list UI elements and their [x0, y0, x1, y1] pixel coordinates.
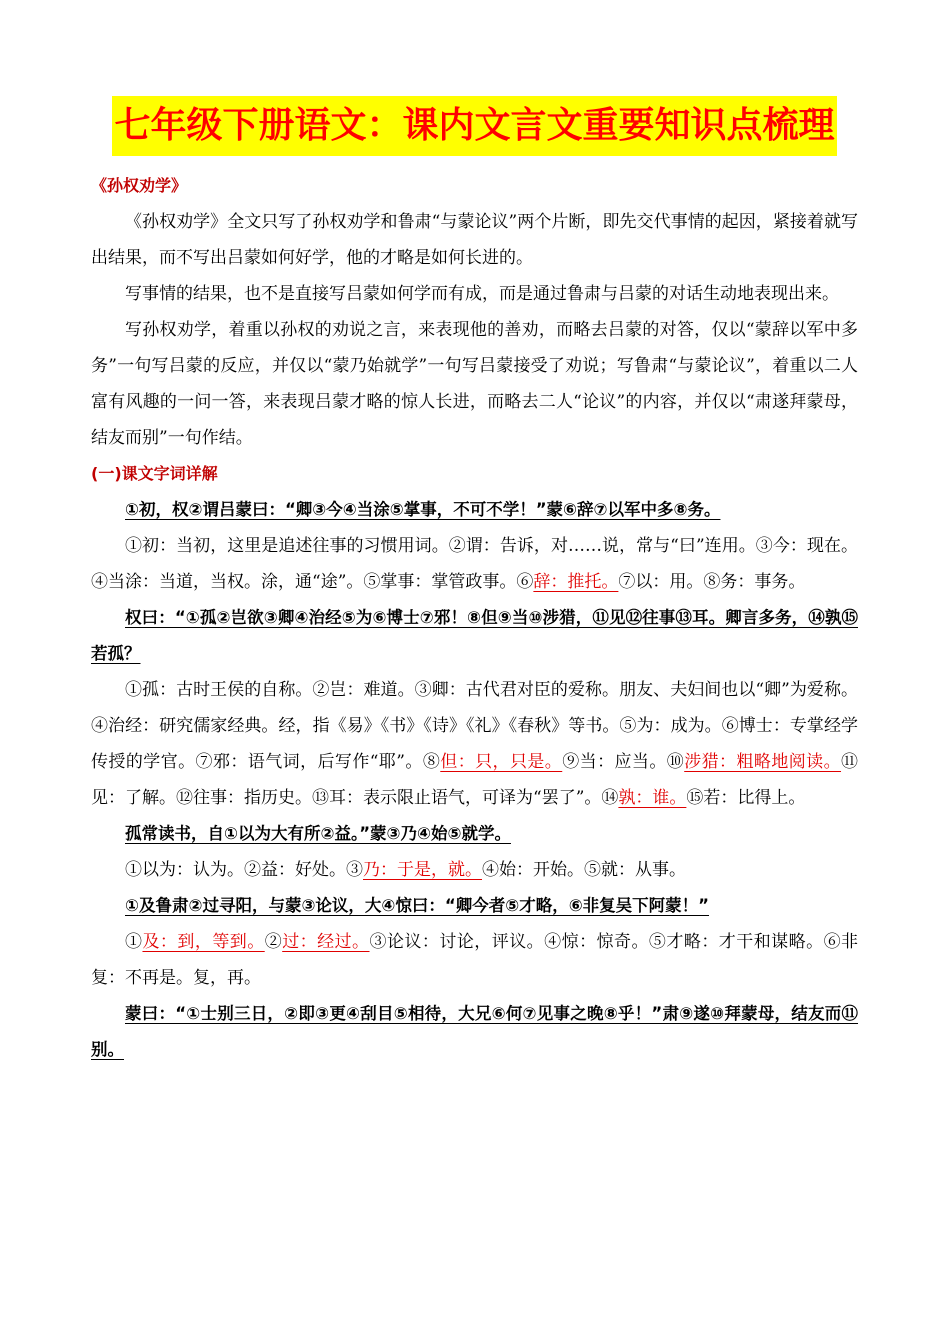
- note-run: ①初：当初，这里是追述往事的习惯用词。②谓：告诉，对……说，常与“曰”连用。③今：现在。④当涂：当道，当权。涂，通“途”。⑤掌事：掌管政事。⑥: [91, 536, 858, 592]
- note-run: ①孤：古时王侯的自称。②岂：难道。③卿：古代君对臣的爱称。朋友、夫妇间也以“卿”为爱称。④治经：研究儒家经典。经，指《易》《书》《诗》《礼》《春秋》等书。⑤为：成为。⑥博士：专掌经学传授的学官。⑦邪：语气词，后写作“耶”。⑧: [91, 680, 858, 772]
- note-run: ⑮若：比得上。: [686, 788, 806, 808]
- section-heading: (一)课文字词详解: [91, 464, 218, 483]
- note-run: ①以为：认为。②益：好处。③: [125, 860, 363, 880]
- note-run: ③论议：讨论，评议。④惊：惊奇。⑤才略：才干和谋略。⑥非复：不再是。复，再。: [91, 932, 859, 988]
- note-highlight: 及：到，等到。: [142, 932, 265, 952]
- note-highlight: 涉猎：粗略地阅读。: [684, 752, 842, 772]
- source-sentence-text: 孤常读书，自①以为大有所②益。”蒙③乃④始⑤就学。: [125, 824, 511, 843]
- note-highlight: 孰：谁。: [618, 788, 687, 808]
- source-sentence-2: [91, 600, 858, 672]
- notes-2: [91, 672, 858, 816]
- note-run: ⑪见：了解。⑫往事：指历史。⑬耳：表示限止语气，可译为“罢了”。⑭: [91, 752, 859, 808]
- source-sentence-1: [91, 492, 858, 528]
- source-sentence-text: ①初，权②谓吕蒙曰：“卿③今④当涂⑤掌事，不可不学！”蒙⑥辞⑦以军中多⑧务。: [125, 500, 721, 519]
- note-run: ②: [264, 932, 283, 952]
- note-highlight: 辞：推托。: [533, 572, 619, 592]
- source-sentence-text: ①及鲁肃②过寻阳，与蒙③论议，大④惊曰：“卿今者⑤才略，⑥非复吴下阿蒙！”: [125, 896, 710, 915]
- source-sentence-5: [91, 996, 858, 1068]
- source-sentence-text: 权曰：“①孤②岂欲③卿④治经⑤为⑥博士⑦邪！⑧但⑨当⑩涉猎，⑪见⑫往事⑬耳。卿言多务，⑭孰⑮若孤？: [91, 608, 858, 663]
- note-run: ①: [125, 932, 143, 952]
- note-highlight: 但：只，只是。: [440, 752, 563, 772]
- source-sentence-text: 蒙曰：“①士别三日，②即③更④刮目⑤相待，大兄⑥何⑦见事之晚⑧乎！”肃⑨遂⑩拜蒙母，结友而⑪别。: [91, 1004, 859, 1059]
- article-title: 《孙权劝学》: [91, 176, 188, 195]
- intro-paragraph-2: 写事情的结果，也不是直接写吕蒙如何学而有成，而是通过鲁肃与吕蒙的对话生动地表现出来。: [125, 284, 839, 304]
- note-run: ④始：开始。⑤就：从事。: [482, 860, 686, 880]
- intro-paragraph-1: 《孙权劝学》全文只写了孙权劝学和鲁肃“与蒙论议”两个片断，即先交代事情的起因，紧接着就写出结果，而不写出吕蒙如何好学，他的才略是如何长进的。: [91, 212, 858, 268]
- source-sentence-4: [91, 888, 858, 924]
- notes-1: [91, 528, 858, 600]
- document-title: 七年级下册语文：课内文言文重要知识点梳理: [112, 96, 836, 156]
- note-highlight: 过：经过。: [282, 932, 370, 952]
- notes-4: [91, 924, 858, 996]
- title-wrap: [91, 96, 858, 156]
- note-run: ⑦以：用。⑧务：事务。: [618, 572, 806, 592]
- source-sentence-3: [91, 816, 858, 852]
- note-highlight: 乃：于是，就。: [363, 860, 482, 880]
- notes-3: [91, 852, 858, 888]
- note-run: ⑨当：应当。⑩: [562, 752, 685, 772]
- document-page: [91, 96, 858, 1068]
- intro-paragraph-3: 写孙权劝学，着重以孙权的劝说之言，来表现他的善劝，而略去吕蒙的对答，仅以“蒙辞以军中多务”一句写吕蒙的反应，并仅以“蒙乃始就学”一句写吕蒙接受了劝说；写鲁肃“与蒙论议”，着重以二人富有风趣的一问一答，来表现吕蒙才略的惊人长进，而略去二人“论议”的内容，并仅以“肃遂拜蒙母，结友而别”一句作结。: [91, 320, 858, 448]
